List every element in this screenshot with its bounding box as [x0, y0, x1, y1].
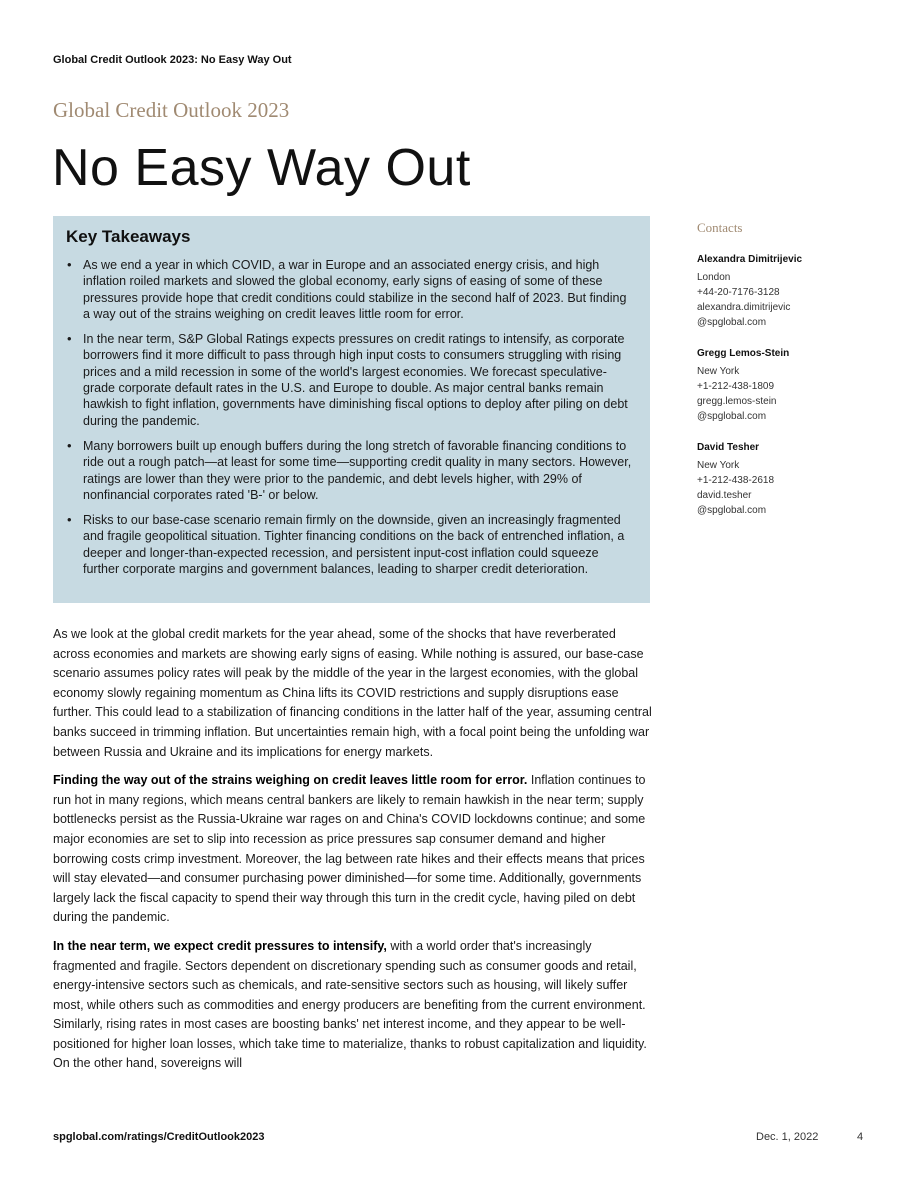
- running-header: Global Credit Outlook 2023: No Easy Way Out: [53, 54, 292, 66]
- contact-name: David Tesher: [697, 442, 760, 453]
- takeaway-item: • Many borrowers built up enough buffers during the long stretch of favorable financing conditions to ride out a rough patch—at least for some time—supporting credit quality in many sectors. However, ratings are lower than they were prior to the pandemic, and debt levels higher, with 29% of nonfinancial corporates rated 'B-' or below.: [66, 438, 636, 503]
- key-takeaways-list: [66, 257, 636, 577]
- page-title: No Easy Way Out: [52, 139, 471, 197]
- takeaway-item: • As we end a year in which COVID, a war in Europe and an associated energy crisis, and high inflation roiled markets and slowed the global economy, early signs of easing of some of these pressures provide hope that credit conditions could stabilize in the second half of 2023. But finding a way out of the strains weighing on credit leaves little room for error.: [66, 257, 636, 322]
- contacts-sidebar: [697, 220, 887, 536]
- contact-name: Gregg Lemos-Stein: [697, 348, 790, 359]
- footer-date: Dec. 1, 2022: [756, 1131, 819, 1143]
- takeaway-item: • In the near term, S&P Global Ratings expects pressures on credit ratings to intensify, as corporate borrowers find it more difficult to pass through high input costs to consumers struggling with rising prices and a mild recession in some of the world's largest economies. We forecast speculative-grade corporate default rates in the U.S. and Europe to double. As major central banks remain hawkish to fight inflation, governments have diminishing fiscal options to deploy after piling on debt during the pandemic.: [66, 331, 636, 429]
- footer-link[interactable]: spglobal.com/ratings/CreditOutlook2023: [53, 1131, 265, 1143]
- report-kicker: Global Credit Outlook 2023: [53, 98, 290, 122]
- contact-email-domain[interactable]: @spglobal.com: [697, 411, 767, 422]
- contact-email-domain[interactable]: @spglobal.com: [697, 505, 767, 516]
- contact-card: [697, 442, 887, 518]
- paragraph-lead: In the near term, we expect credit pressures to intensify,: [53, 938, 387, 953]
- contact-email-user[interactable]: david.tesher: [697, 490, 752, 501]
- body-paragraph: As we look at the global credit markets for the year ahead, some of the shocks that have reverberated across economies and markets are showing early signs of easing. While nothing is assured, our base-case scenario assumes policy rates will peak by the middle of the year in the largest economies, with the global economy slowly regaining momentum as China lifts its COVID restrictions and supply disruptions ease further. This could lead to a stabilization of financing conditions in the latter half of the year, assuming central banks succeed in trimming inflation. But uncertainties remain high, with a focal point being the unfolding war between Russia and Ukraine and its implications for energy markets.: [53, 627, 652, 759]
- contact-city: New York: [697, 366, 740, 377]
- contacts-heading: Contacts: [697, 220, 743, 235]
- contact-phone[interactable]: +1-212-438-2618: [697, 475, 775, 486]
- contact-card: [697, 348, 887, 424]
- contact-city: New York: [697, 460, 740, 471]
- contact-card: [697, 254, 887, 330]
- key-takeaways-heading: Key Takeaways: [66, 227, 191, 246]
- page-number: 4: [857, 1131, 864, 1143]
- body-paragraph: [53, 937, 653, 1074]
- paragraph-text: Inflation continues to run hot in many regions, which means central bankers are likely to remain hawkish in the near term; supply bottlenecks persist as the Russia-Ukraine war rages on and China's COVID lockdowns continue; and some major economies are set to slip into recession as price pressures sap consumer demand and higher borrowing costs crimp investment. Moreover, the lag between rate hikes and their effects means that prices will stay elevated—and consumer purchasing power diminished—for some time. Additionally, governments largely lack the fiscal capacity to spend their way through this turn in the credit cycle, having piled on debt during the pandemic.: [53, 773, 646, 925]
- contact-email-user[interactable]: alexandra.dimitrijevic: [697, 302, 791, 313]
- contact-phone[interactable]: +1-212-438-1809: [697, 381, 775, 392]
- paragraph-text: with a world order that's increasingly fragmented and fragile. Sectors dependent on discretionary spending such as consumer goods and retail, energy-intensive sectors such as chemicals, and rate-sensitive sectors such as housing, will likely suffer most, while others such as commodities and energy producers are benefiting from the current environment. Similarly, rising rates in most cases are boosting banks' net interest income, and they appear to be well-positioned for higher loan losses, which take time to materialize, thanks to robust capitalization and liquidity. On the other hand, sovereigns will: [53, 938, 647, 1071]
- contact-phone[interactable]: +44-20-7176-3128: [697, 287, 780, 298]
- body-paragraph: [53, 771, 653, 928]
- body-text: [53, 625, 653, 1083]
- paragraph-lead: Finding the way out of the strains weighing on credit leaves little room for error.: [53, 773, 528, 788]
- contact-email-user[interactable]: gregg.lemos-stein: [697, 396, 777, 407]
- takeaway-item: • Risks to our base-case scenario remain firmly on the downside, given an increasingly fragmented and fragile geopolitical situation. Tighter financing conditions on the back of entrenched inflation, a deeper and longer-than-expected recession, and persistent input-cost inflation could squeeze further corporate margins and government balances, leading to sharper credit deterioration.: [66, 512, 636, 577]
- contact-name: Alexandra Dimitrijevic: [697, 254, 803, 265]
- contact-email-domain[interactable]: @spglobal.com: [697, 317, 767, 328]
- contact-city: London: [697, 272, 731, 283]
- key-takeaways-box: [53, 216, 650, 603]
